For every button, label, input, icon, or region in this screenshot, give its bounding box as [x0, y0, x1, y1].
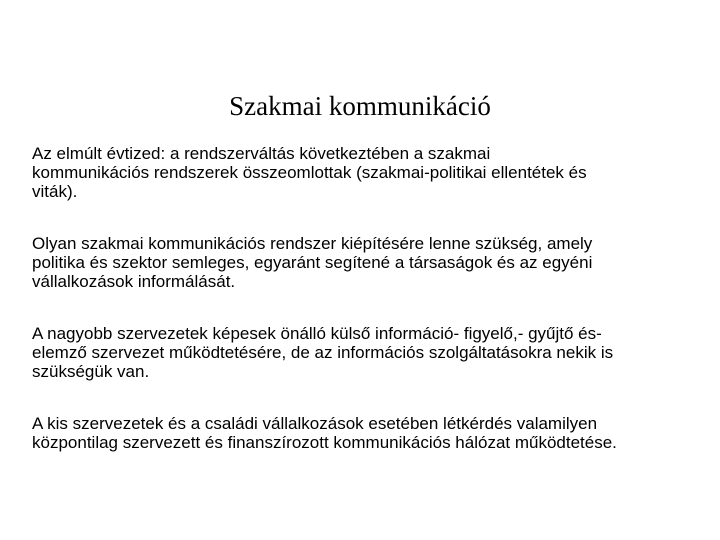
- paragraph: A nagyobb szervezetek képesek önálló külső információ- figyelő,- gyűjtő és- elemző szervezet működtetésére, de az információs szolgáltatásokra nekik is szükségük van.: [32, 324, 614, 381]
- paragraph: Olyan szakmai kommunikációs rendszer kiépítésére lenne szükség, amely politika és szektor semleges, egyaránt segítené a társaságok és az egyéni vállalkozások informálását.: [32, 234, 593, 291]
- slide-title: Szakmai kommunikáció: [229, 91, 491, 121]
- paragraph: A kis szervezetek és a családi vállalkozások esetében létkérdés valamilyen központilag szervezett és finanszírozott kommunikációs hálózat működtetése.: [32, 414, 617, 452]
- paragraph: Az elmúlt évtized: a rendszerváltás következtében a szakmai kommunikációs rendszerek összeomlottak (szakmai-politikai ellentétek és viták).: [32, 144, 587, 201]
- slide-body: [32, 144, 718, 485]
